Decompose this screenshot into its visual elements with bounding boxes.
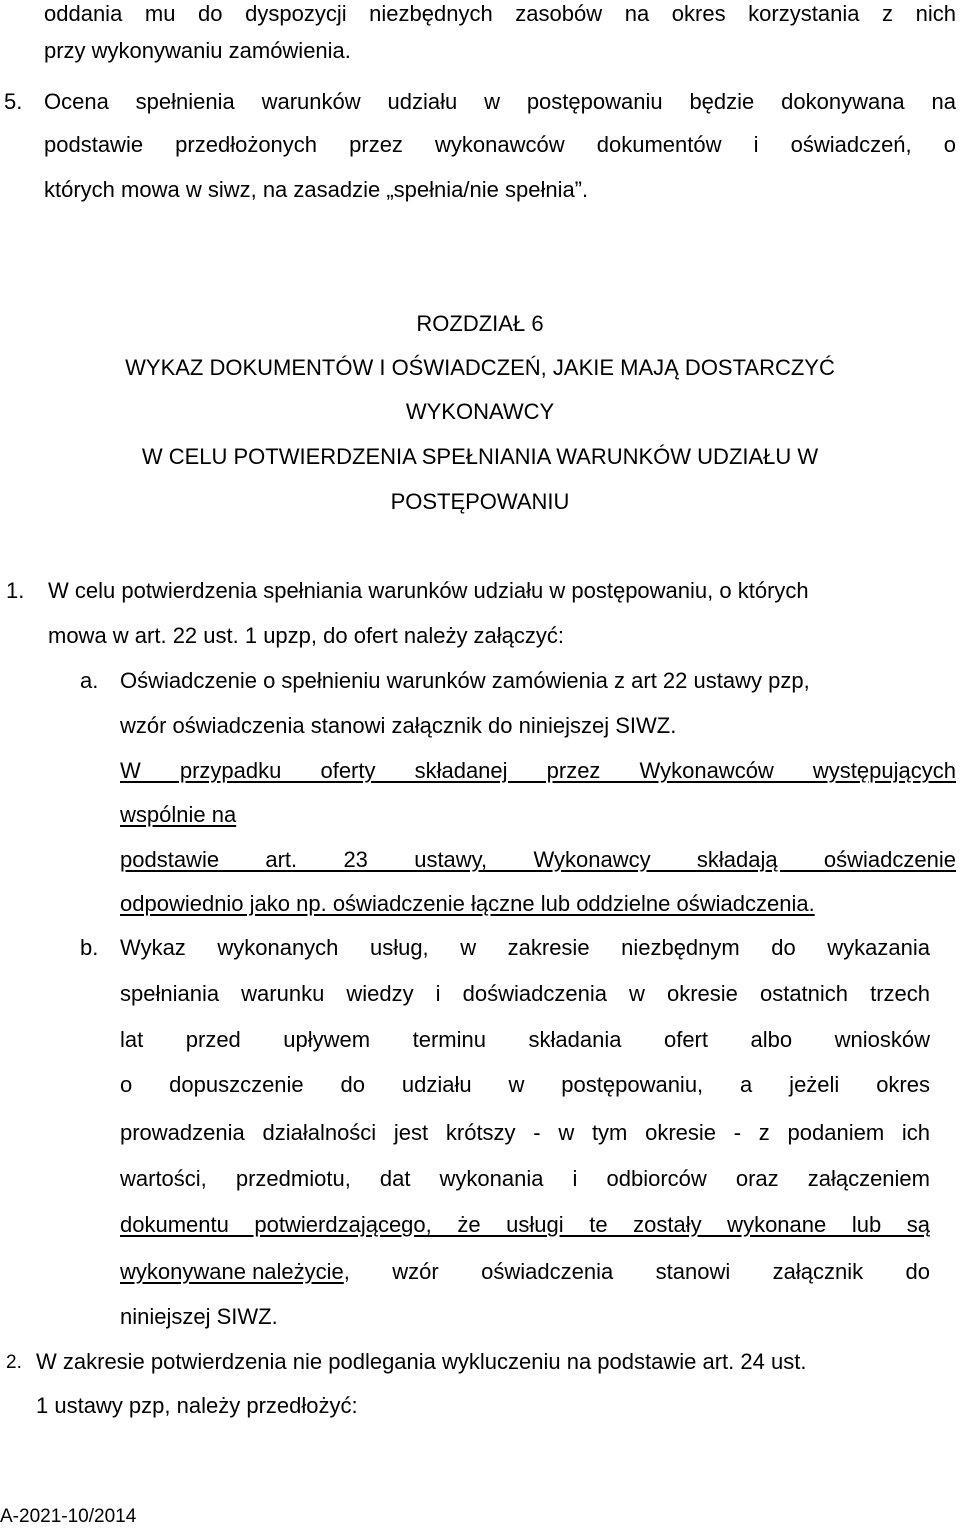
- point-1b-line-6: wartości, przedmiotu, dat wykonania i odbiorców oraz załączeniem: [120, 1166, 930, 1191]
- point-1b-line-8-rest: , wzór oświadczenia stanowi załącznik do: [343, 1259, 930, 1284]
- point-1b-underlined-phrase: wykonywane należycie: [120, 1259, 344, 1284]
- point-1-line-1: W celu potwierdzenia spełniania warunków udziału w postępowaniu, o których: [48, 578, 809, 603]
- point-1b-line-5: prowadzenia działalności jest krótszy - w tym okresie - z podaniem ich: [120, 1120, 930, 1145]
- intro-line-2: przy wykonywaniu zamówienia.: [44, 38, 351, 63]
- point-1b-line-3: lat przed upływem terminu składania ofert albo wniosków: [120, 1027, 930, 1052]
- point-1b-letter: b.: [80, 935, 99, 960]
- point-1b-line-4: o dopuszczenie do udziału w postępowaniu, a jeżeli okres: [120, 1072, 930, 1097]
- point-1a-line-1: Oświadczenie o spełnieniu warunków zamówienia z art 22 ustawy pzp,: [120, 668, 810, 693]
- point-1-number: 1.: [6, 578, 25, 603]
- point-2-number: 2.: [6, 1352, 22, 1373]
- point-2-line-1: W zakresie potwierdzenia nie podlegania wykluczeniu na podstawie art. 24 ust.: [36, 1349, 807, 1374]
- point-1b-line-2: spełniania warunku wiedzy i doświadczenia w okresie ostatnich trzech: [120, 981, 930, 1006]
- point-1a-underlined-line-4: odpowiednio jako np. oświadczenie łączne lub oddzielne oświadczenia.: [120, 891, 815, 916]
- intro-line-1: oddania mu do dyspozycji niezbędnych zasobów na okres korzystania z nich: [44, 1, 956, 26]
- point-1a-underlined-line-3: podstawie art. 23 ustawy, Wykonawcy składają oświadczenie: [120, 847, 956, 872]
- chapter-heading-line-4: POSTĘPOWANIU: [390, 489, 570, 514]
- item-5-line-2: podstawie przedłożonych przez wykonawców dokumentów i oświadczeń, o: [44, 132, 956, 157]
- item-5-line-1: Ocena spełnienia warunków udziału w postępowaniu będzie dokonywana na: [44, 89, 956, 114]
- document-code: A-2021-10/2014: [0, 1506, 137, 1527]
- point-1a-underlined-line-1: W przypadku oferty składanej przez Wykonawców występujących: [120, 758, 956, 783]
- point-1a-letter: a.: [80, 668, 99, 693]
- item-5-number: 5.: [4, 89, 23, 114]
- point-1a-underlined-line-2: wspólnie na: [120, 802, 237, 827]
- item-5-line-3: których mowa w siwz, na zasadzie „spełnia/nie spełnia”.: [44, 177, 589, 202]
- point-1b-line-8: [120, 1258, 930, 1286]
- point-1b-line-9: niniejszej SIWZ.: [120, 1304, 278, 1329]
- chapter-title: ROZDZIAŁ 6: [416, 311, 544, 336]
- point-1b-underlined-line-7: dokumentu potwierdzającego, że usługi te zostały wykonane lub są: [120, 1212, 930, 1237]
- point-2-line-2: 1 ustawy pzp, należy przedłożyć:: [36, 1393, 358, 1418]
- chapter-heading-line-3: W CELU POTWIERDZENIA SPEŁNIANIA WARUNKÓW UDZIAŁU W: [141, 444, 819, 469]
- chapter-heading-line-2: WYKONAWCY: [405, 399, 555, 424]
- point-1a-line-2: wzór oświadczenia stanowi załącznik do niniejszej SIWZ.: [120, 713, 677, 738]
- point-1-line-2: mowa w art. 22 ust. 1 upzp, do ofert należy załączyć:: [48, 623, 565, 648]
- point-1b-line-1: Wykaz wykonanych usług, w zakresie niezbędnym do wykazania: [120, 935, 930, 960]
- chapter-heading-line-1: WYKAZ DOKUMENTÓW I OŚWIADCZEŃ, JAKIE MAJĄ DOSTARCZYĆ: [125, 355, 835, 380]
